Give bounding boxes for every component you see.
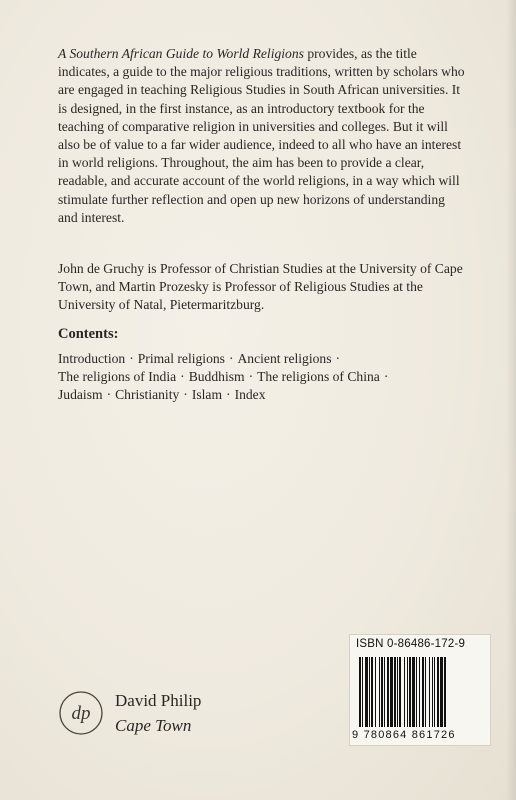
blurb-text: provides, as the title indicates, a guide to the major religious traditions, written by scholars who are engaged in teaching Religious Studies in South African universities. It is designed, in the first instance, as an introductory textbook for the teaching of comparative religion in universities and colleges. But it will also be of value to a far wider audience, indeed to all who have an interest in world religions. Throughout, the aim has been to provide a clear, readable, and accurate account of the world religions, in a way which will stimulate further reflection and open up new horizons of understanding and interest. xyxy=(58,46,465,225)
contents-item: Introduction xyxy=(58,351,126,366)
contents-item: Christianity xyxy=(115,387,180,403)
contents-item: Index xyxy=(234,387,266,403)
contents-item: The religions of China xyxy=(257,369,380,385)
contents-separator: · xyxy=(183,387,188,403)
contents-separator: · xyxy=(248,369,254,385)
barcode-icon xyxy=(358,657,486,727)
contents-heading: Contents: xyxy=(58,326,119,342)
contents-separator: · xyxy=(335,351,341,366)
publisher-name: David Philip xyxy=(115,691,202,710)
isbn-label: ISBN 0-86486-172-9 xyxy=(356,638,466,650)
publisher-logo-icon xyxy=(58,690,104,736)
contents-item: Judaism xyxy=(58,387,103,403)
contents-separator: · xyxy=(228,351,234,366)
contents-item: Ancient religions xyxy=(237,351,332,366)
barcode-number: 9 780864 861726 xyxy=(352,729,456,741)
contents-separator: · xyxy=(383,369,389,385)
contents-separator: · xyxy=(180,369,185,385)
contents-item: Buddhism xyxy=(188,369,245,385)
authors-paragraph: John de Gruchy is Professor of Christian Studies at the University of Cape Town, and Martin Prozesky is Professor of Religious Studies at the University of Natal, Pietermaritzburg. xyxy=(58,261,463,313)
book-title: A Southern African Guide to World Religions xyxy=(58,46,304,61)
publisher-city: Cape Town xyxy=(115,716,192,735)
publisher-logo-letters: dp xyxy=(71,703,91,724)
blurb-paragraph xyxy=(58,45,466,227)
contents-item: Primal religions xyxy=(137,351,225,366)
contents-item: Islam xyxy=(191,387,223,403)
contents-item: The religions of India xyxy=(58,369,177,385)
isbn-barcode-box xyxy=(349,634,491,746)
contents-separator: · xyxy=(226,387,231,403)
contents-separator: · xyxy=(129,351,134,366)
contents-separator: · xyxy=(106,387,112,403)
contents-list xyxy=(58,350,478,405)
